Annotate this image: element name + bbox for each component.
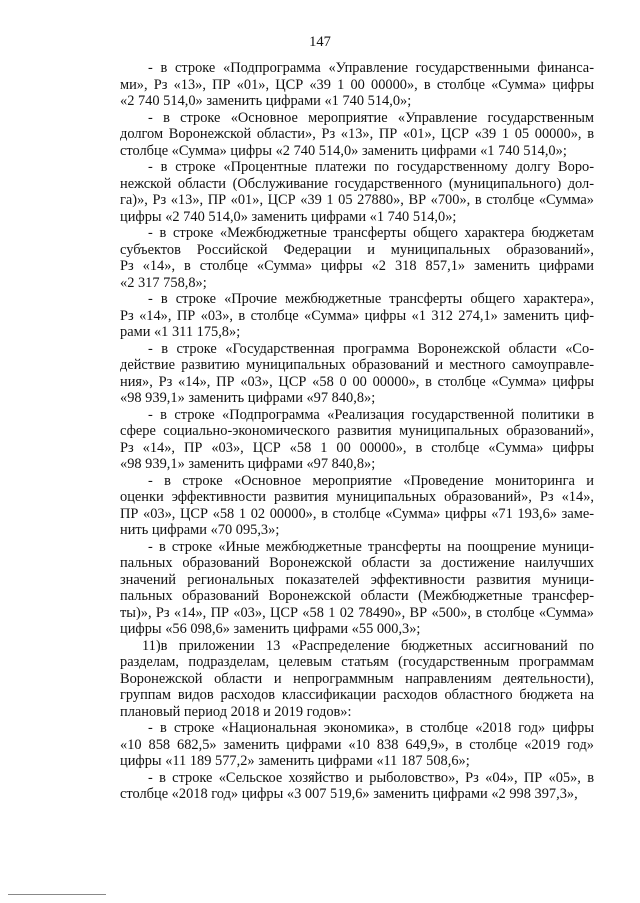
text-line: значений региональных показателей эффективности развития муници- [120,571,594,588]
text-line: - в строке «Иные межбюджетные трансферты на поощрение муници- [148,538,594,555]
text-line: рами «1 311 175,8»; [120,324,241,340]
text-line: Рз «14», ПР «03», ЦСР «58 1 00 00000», в столбце «Сумма» цифры [120,439,594,456]
paragraph [120,60,594,110]
text-line: долгом Воронежской области», Рз «13», ПР «01», ЦСР «39 1 05 00000», в [120,126,594,142]
text-line: «98 939,1» заменить цифрами «97 840,8»; [120,456,376,472]
paragraph [120,539,594,638]
paragraph [120,291,594,341]
text-line: действие развитию муниципальных образований и местного самоуправле- [120,357,594,373]
text-line: нежской области (Обслуживание государственного (муниципального) дол- [120,175,594,192]
paragraph [120,638,594,721]
text-line: - в строке «Государственная программа Воронежской области «Со- [148,340,594,357]
text-line: - в строке «Подпрограмма «Управление государственными финанса- [148,60,594,76]
page-number: 147 [309,34,331,50]
paragraph [120,473,594,539]
text-line: «98 939,1» заменить цифрами «97 840,8»; [120,390,376,406]
text-line: столбце «Сумма» цифры «2 740 514,0» заменить цифрами «1 740 514,0»; [120,142,567,159]
text-line: Рз «14», ПР «03», в столбце «Сумма» цифры «1 312 274,1» заменить циф- [120,307,594,324]
footnote-separator [8,894,106,895]
text-line: «2 740 514,0» заменить цифрами «1 740 514,0»; [120,93,412,109]
text-line: - в строке «Основное мероприятие «Проведение мониторинга и [148,472,594,489]
text-line: группам видов расходов классификации расходов областного бюджета на [120,687,594,703]
text-line: ми», Рз «13», ПР «01», ЦСР «39 1 00 00000», в столбце «Сумма» цифры [120,76,594,93]
paragraph [120,110,594,160]
text-line: нить цифрами «70 095,3»; [120,522,280,538]
paragraph [120,341,594,407]
text-line: - в строке «Основное мероприятие «Управление государственным [148,109,594,126]
text-line: - в строке «Межбюджетные трансферты общего характера бюджетам [148,225,594,241]
document-body [120,60,594,803]
paragraph [120,159,594,225]
text-line: ПР «03», ЦСР «58 1 02 00000», в столбце «Сумма» цифры «71 193,6» заме- [120,505,594,522]
text-line: - в строке «Национальная экономика», в столбце «2018 год» цифры [148,720,594,736]
text-line: га)», Рз «13», ПР «01», ЦСР «39 1 05 27880», ВР «700», в столбце «Сумма» [120,192,594,208]
text-line: плановый период 2018 и 2019 годов»: [120,703,352,720]
text-line: оценки эффективности развития муниципальных образований», Рз «14», [120,489,594,505]
text-line: Рз «14», в столбце «Сумма» цифры «2 318 857,1» заменить цифрами [120,258,594,274]
text-line: - в строке «Процентные платежи по государственному долгу Воро- [148,159,594,175]
text-line: субъектов Российской Федерации и муниципальных образований», [120,241,594,258]
text-line: «2 317 758,8»; [120,274,207,291]
text-line: Воронежской области и непрограммным направлениям деятельности), [120,670,594,687]
text-line: сфере социально-экономического развития муниципальных образований», [120,423,594,439]
text-line: цифры «56 098,6» заменить цифрами «55 000,3»; [120,621,421,637]
text-line: разделам, подразделам, целевым статьям (государственным программам [120,654,594,670]
text-line: 11)в приложении 13 «Распределение бюджетных ассигнований по [142,637,594,654]
paragraph [120,407,594,473]
text-line: ты)», Рз «14», ПР «03», ЦСР «58 1 02 78490», ВР «500», в столбце «Сумма» [120,604,594,621]
text-line: «10 858 682,5» заменить цифрами «10 838 649,9», в столбце «2019 год» [120,736,594,753]
text-line: - в строке «Прочие межбюджетные трансферты общего характера», [148,291,594,307]
text-line: столбце «2018 год» цифры «3 007 519,6» заменить цифрами «2 998 397,3», [120,786,578,802]
text-line: цифры «2 740 514,0» заменить цифрами «1 740 514,0»; [120,208,457,225]
text-line: пальных образований Воронежской области за достижение наилучших [120,555,594,571]
text-line: ния», Рз «14», ПР «03», ЦСР «58 0 00 00000», в столбце «Сумма» цифры [120,373,594,390]
text-line: - в строке «Сельское хозяйство и рыболовство», Рз «04», ПР «05», в [148,769,594,786]
text-line: пальных образований Воронежской области (Межбюджетные трансфер- [120,588,594,604]
text-line: цифры «11 189 577,2» заменить цифрами «11 187 508,6»; [120,753,470,769]
paragraph [120,720,594,770]
text-line: - в строке «Подпрограмма «Реализация государственной политики в [148,406,594,423]
paragraph [120,225,594,291]
paragraph [120,770,594,803]
